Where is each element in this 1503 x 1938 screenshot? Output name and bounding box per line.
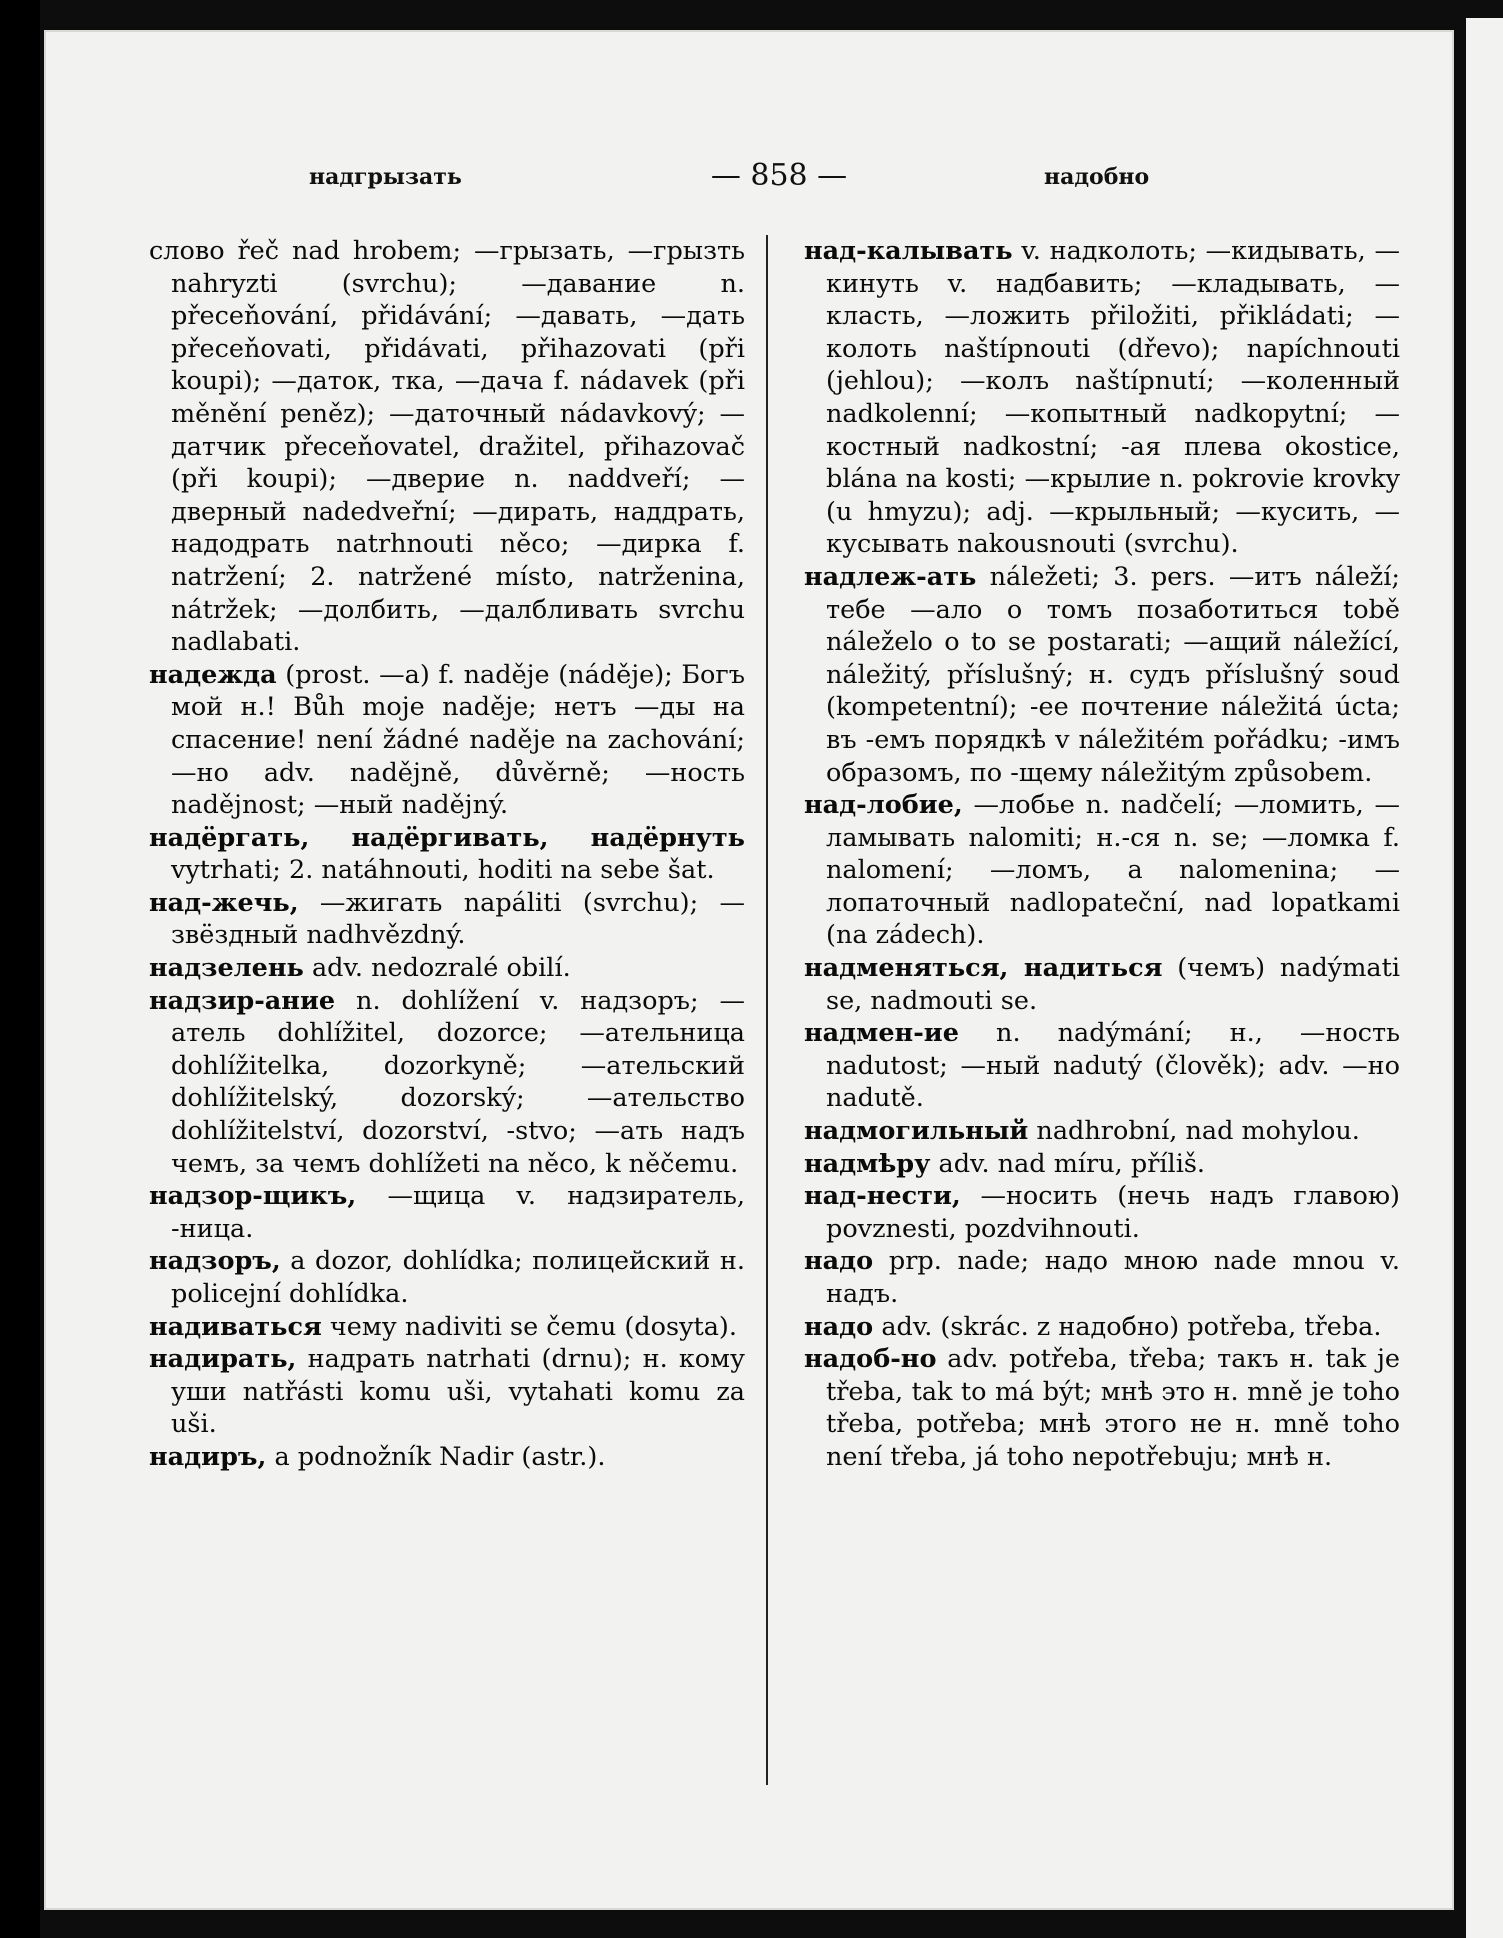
entry-headword: надзир-ание xyxy=(149,985,336,1016)
entry-definition: (prost. —а) f. naděje (náděje); Богъ мой н.! Bůh moje naděje; нетъ —ды на спасение! není žádné naděje na zachování; —но adv. nadějně, důvěrně; —ность nadějnost; —ный nadějný. xyxy=(171,659,745,821)
entry-headword: над-жечь, xyxy=(149,887,299,918)
dictionary-entry xyxy=(149,822,745,887)
entry-headword: надлеж-ать xyxy=(804,561,977,592)
entry-headword: над-нести, xyxy=(804,1181,961,1212)
adjacent-page-edge xyxy=(1466,18,1503,1938)
entry-headword: надмѣру xyxy=(804,1148,931,1179)
dictionary-entry xyxy=(804,952,1400,1017)
entry-definition: —щица v. надзиратель, -ница. xyxy=(171,1181,745,1244)
entry-definition: n. nadýmání; н., —ность nadutost; —ный nadutý (člověk); adv. —но nadutě. xyxy=(826,1018,1400,1114)
entry-headword: надёргать, надёргивать, надёрнуть xyxy=(149,822,745,853)
dictionary-entry xyxy=(804,1180,1400,1245)
entry-definition: —жигать napáliti (svrchu); —звёздный nadhvězdný. xyxy=(171,887,745,951)
right-column xyxy=(804,235,1400,1474)
entry-headword: надменяться, надиться xyxy=(804,953,1163,984)
header-right-guide-word: надобно xyxy=(1044,164,1150,190)
entry-definition: v. надколоть; —кидывать, —кинуть v. надбавить; —кладывать, —класть, —ложить přiložiti, přikládati; —колоть naštípnouti (dřevo); napíchnouti (jehlou); —колъ naštípnutí; —коленный nadkolenní; —копытный nadkopytní; —костный nadkostní; -ая плева okostice, blána na kosti; —крылие n. pokrovie krovky (u hmyzu); adj. —крыльный; —кусить, —кусывать nakousnouti (svrchu). xyxy=(826,236,1400,560)
header-left-guide-word: надгрызать xyxy=(309,164,462,190)
entry-headword: надзор-щикъ, xyxy=(149,1181,357,1212)
entry-headword: надежда xyxy=(149,659,277,690)
page-number: — 858 — xyxy=(710,158,848,193)
entry-headword: надмогильный xyxy=(804,1116,1029,1147)
entry-headword: надиръ, xyxy=(149,1441,267,1472)
entry-definition: чему nadiviti se čemu (dosyta). xyxy=(329,1311,737,1342)
entry-definition: (чемъ) nadýmati se, nadmouti se. xyxy=(826,953,1400,1016)
column-divider xyxy=(766,235,768,1785)
dictionary-entry xyxy=(149,235,745,659)
entry-definition: nadhrobní, nad mohylou. xyxy=(1036,1116,1360,1147)
entry-definition: adv. nedozralé obilí. xyxy=(311,953,571,984)
dictionary-entry xyxy=(804,1311,1400,1344)
entry-headword: надмен-ие xyxy=(804,1018,959,1049)
entry-headword: надзоръ, xyxy=(149,1246,281,1277)
entry-definition: a dozor, dohlídka; полицейский н. policejní dohlídka. xyxy=(171,1246,745,1309)
entry-definition: слово řeč nad hrobem; —грызать, —грызть nahryzti (svrchu); —давание n. přeceňování, přidávání; —давать, —дать přeceňovati, přidávati, přihazovati (při koupi); —даток, тка, —дача f. nádavek (při měnění peněz); —даточный nádavkový; —датчик přeceňovatel, dražitel, přihazovač (při koupi); —дверие n. naddveří; —дверный nadedveřní; —дирать, наддрать, надодрать natrhnouti něco; —дирка f. natržení; 2. natržené místo, natrženina, nátržek; —долбить, —далбливать svrchu nadlabati. xyxy=(149,236,745,658)
dictionary-entry xyxy=(804,1017,1400,1115)
entry-headword: надзелень xyxy=(149,953,304,984)
entry-headword: надоб-но xyxy=(804,1344,937,1375)
dictionary-entry xyxy=(804,1115,1400,1148)
dictionary-page xyxy=(44,30,1454,1910)
dictionary-entry xyxy=(149,952,745,985)
entry-definition: n. dohlížení v. надзоръ; —атель dohlížitel, dozorce; —ательница dohlížitelka, dozorkyně; —ательский dohlížitelský, dozorský; —ательство dohlížitelství, dozorství, -stvo; —ать надъ чемъ, за чемъ dohlížeti na něco, k něčemu. xyxy=(171,985,745,1179)
entry-definition: adv. potřeba, třeba; такъ н. tak je třeba, tak to má být; мнѣ это н. mně je toho třeba, potřeba; мнѣ этого не н. mně toho není třeba, já toho nepotřebuju; мнѣ н. xyxy=(826,1344,1400,1472)
entry-definition: —носить (нечь надъ главою) povznesti, pozdvihnouti. xyxy=(826,1181,1401,1244)
dictionary-entry xyxy=(149,985,745,1181)
dictionary-entry xyxy=(804,1148,1400,1181)
entry-definition: prp. nade; надо мною nade mnou v. надъ. xyxy=(826,1246,1400,1309)
dictionary-entry xyxy=(149,1343,745,1441)
scan-border-left xyxy=(0,0,40,1938)
entry-definition: a podnožník Nadir (astr.). xyxy=(274,1441,606,1472)
entry-headword: надо xyxy=(804,1246,874,1277)
dictionary-entry xyxy=(804,789,1400,952)
dictionary-entry xyxy=(149,1245,745,1310)
dictionary-entry xyxy=(149,659,745,822)
dictionary-entry xyxy=(149,887,745,952)
dictionary-entry xyxy=(804,1245,1400,1310)
entry-definition: —лобье n. nadčelí; —ломить, —ламывать nalomiti; н.-ся n. se; —ломка f. nalomení; —ломъ, a nalomenina; —лопаточный nadlopateční, nad lopatkami (na zádech). xyxy=(826,790,1401,951)
entry-definition: надрать natrhati (drnu); н. кому уши natřásti komu uši, vytahati komu za uši. xyxy=(171,1344,745,1440)
left-column xyxy=(149,235,745,1474)
dictionary-entry xyxy=(149,1441,745,1474)
scan-border-top xyxy=(44,0,1454,30)
entry-headword: надирать, xyxy=(149,1344,297,1375)
entry-definition: adv. nad míru, příliš. xyxy=(938,1148,1206,1179)
dictionary-entry xyxy=(804,235,1400,561)
dictionary-entry xyxy=(149,1180,745,1245)
entry-definition: vytrhati; 2. natáhnouti, hoditi na sebe šat. xyxy=(171,855,715,886)
entry-headword: над-калывать xyxy=(804,236,1013,266)
entry-definition: náležeti; 3. pers. —итъ náleží; тебе —ало о томъ позаботиться tobě náleželo o to se postarati; —ащий náležící, náležitý, příslušný; н. судъ příslušný soud (kompetentní); -ее почтение náležitá úcta; въ -емъ порядкѣ v náležitém pořádku; -имъ образомъ, по -щему náležitým způsobem. xyxy=(826,561,1400,788)
dictionary-entry xyxy=(804,561,1400,789)
dictionary-entry xyxy=(804,1343,1400,1473)
entry-headword: над-лобие, xyxy=(804,790,963,821)
page-header xyxy=(44,158,1454,198)
entry-definition: adv. (skrác. z надобно) potřeba, třeba. xyxy=(881,1311,1382,1342)
entry-headword: надо xyxy=(804,1311,874,1342)
entry-headword: надиваться xyxy=(149,1311,322,1342)
dictionary-entry xyxy=(149,1311,745,1344)
